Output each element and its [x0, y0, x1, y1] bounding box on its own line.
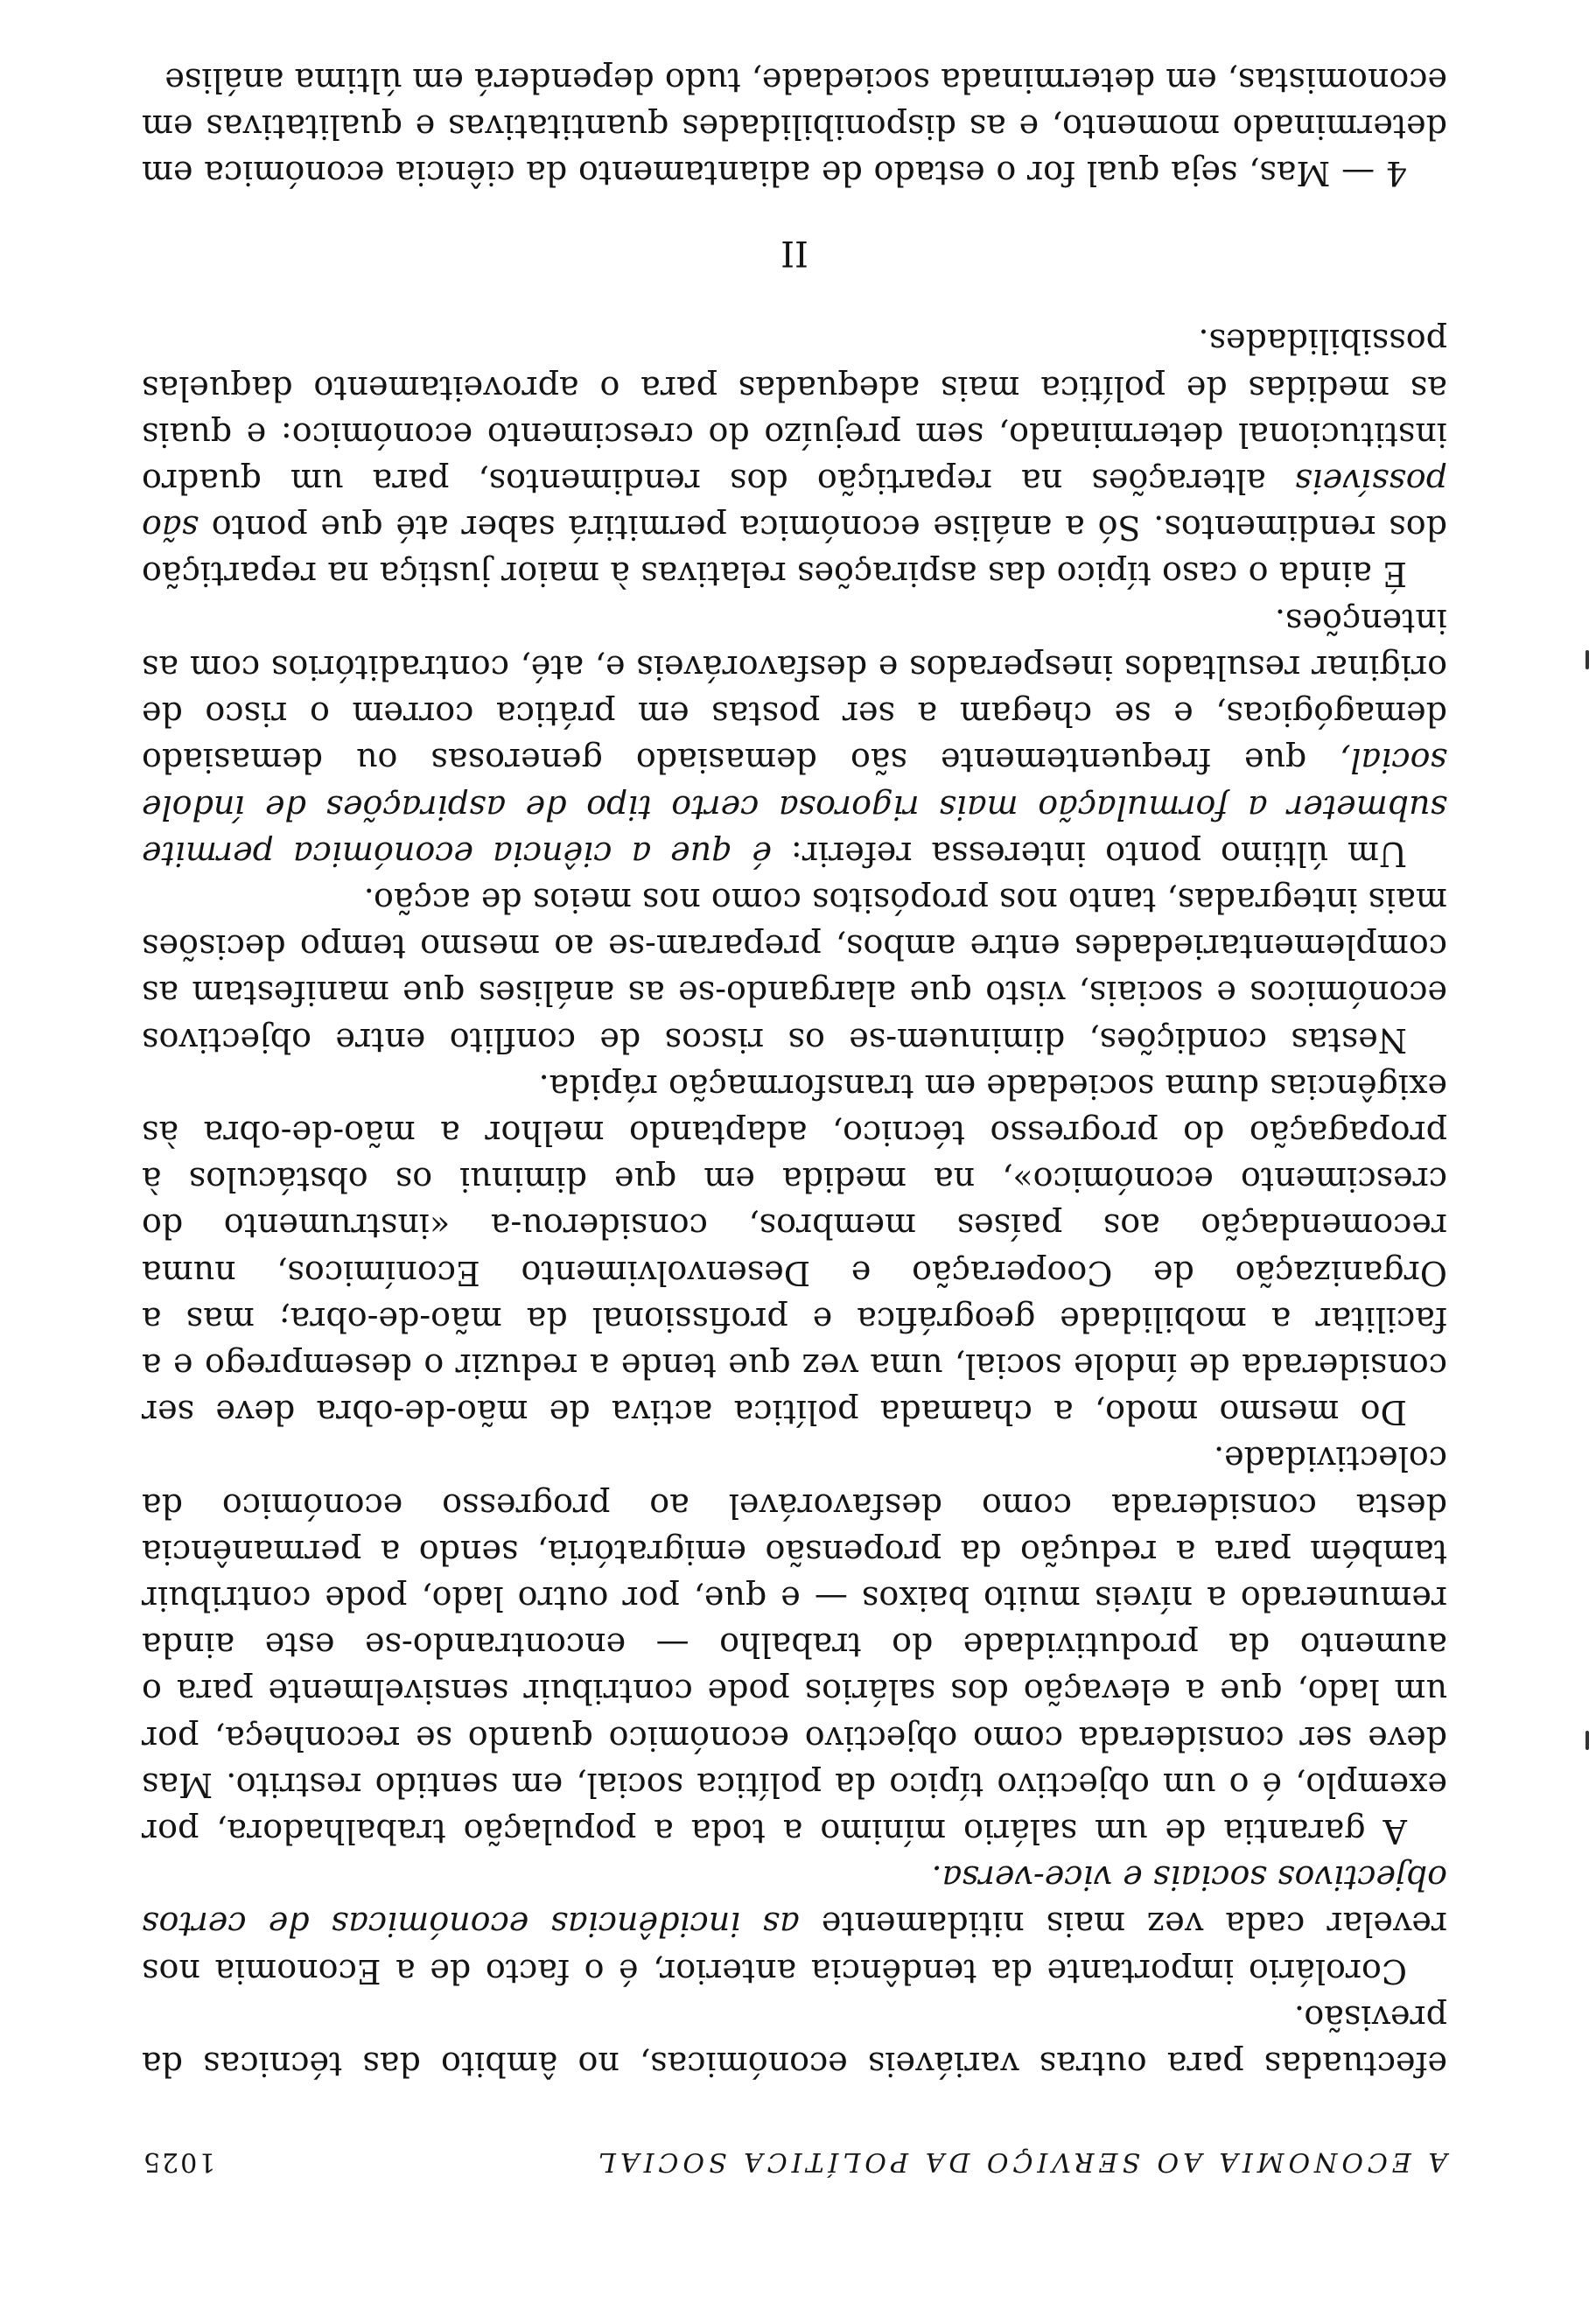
running-header	[142, 2144, 1447, 2179]
paragraph-justica-text-b: alterações na repartição dos rendimentos, para um quadro institucional determinado, sem prejuízo do crescimento económico: e quais as medidas de política mais adequadas para o aproveitamento daquelas possibilidades.	[142, 322, 1447, 501]
paragraph-ultimo-ponto-emphasis: é que a ciência económica permite submeter a formulação mais rigorosa certo tipo de aspirações de índole social,	[142, 741, 1447, 873]
paragraph-condicoes: Nestas condições, diminuem-se os riscos de conflito entre objectivos económicos e sociais, visto que alargando-se as análises que manifestam as complementariedades entre ambos, preparam-se ao mesmo tempo decisões mais integradas, tanto nos propósitos como nos meios de acção.	[142, 880, 1447, 1060]
scan-edge-mark	[1586, 650, 1589, 669]
paragraph-ultimo-ponto	[142, 598, 1447, 877]
paragraph-justica	[142, 318, 1447, 597]
section-numeral: II	[780, 233, 808, 274]
paragraph-ultimo-ponto-text-a: Um último ponto interessa referir:	[771, 834, 1407, 873]
paragraph-justica-emphasis: são possíveis	[142, 462, 1447, 548]
paragraph-corolario-emphasis: as incidências económicas de certos objectivos sociais e vice-versa.	[142, 1858, 1447, 1944]
paragraph-previsao: efectuadas para outras variáveis económicas, no âmbito das técnicas da previsão.	[142, 1998, 1447, 2083]
paragraph-salario-minimo: A garantia de um salário mínimo a toda a população trabalhadora, por exemplo, é o um objectivo típico da política social, em sentido restrito. Mas deve ser considerada como objectivo económico quando se reconheça, por um lado, que a elevação dos salários pode contribuir sensivelmente para o aumento da produtividade do trabalho — encontrando-se este ainda remunerado a níveis muito baixos — e que, por outro lado, pode contribuir também para a redução da propensão emigratória, sendo a permanência desta considerada como desfavorável ao progresso económico da colectividade.	[142, 1439, 1447, 1851]
paragraph-corolario	[142, 1854, 1447, 1994]
paragraph-mao-de-obra: Do mesmo modo, a chamada política activa de mão-de-obra deve ser considerada de índole social, uma vez que tende a reduzir o desemprego e a facilitar a mobilidade geográfica e profissional da mão-de-obra; mas a Organização de Cooperação e Desenvolvimento Econímicos, numa recomendação aos países membros, considerou-a «instrumento do crescimento económico», na medida em que diminui os obstáculos à propagação do progresso técnico, adaptando melhor a mão-de-obra às exigências duma sociedade em transformação rápida.	[142, 1067, 1447, 1432]
paragraph-ultimo-ponto-text-b: que frequentemente são demasiado generosas ou demasiado demagógicas, e se chegam a ser postas em prática correm o risco de originar resultados inesperados e desfavoráveis e, até, contraditórios com as intenções.	[142, 601, 1447, 780]
paragraph-justica-text-a: É ainda o caso típico das aspirações relativas à maior justiça na repartição dos rendimentos. Só a análise económica permitirá saber até que ponto	[142, 508, 1447, 594]
page-content	[142, 56, 1447, 2179]
scan-edge-mark	[1586, 1731, 1589, 1750]
running-title: A ECONOMIA AO SERVIÇO DA POLÍTICA SOCIAL	[594, 2146, 1447, 2177]
paragraph-section-ii: 4 — Mas, seja qual for o estado de adiantamento da ciência económica em determinado momento, e as disponibilidades quantitativas e qualitativas em economistas, em determinada sociedade, tudo dependerá em última análise	[142, 60, 1447, 193]
body-text	[142, 56, 1447, 2087]
paragraph-corolario-text: Corolário importante da tendência anterior, é o facto de a Economia nos revelar cada vez mais nitidamente	[142, 1905, 1447, 1991]
page-number: 1025	[142, 2146, 216, 2177]
